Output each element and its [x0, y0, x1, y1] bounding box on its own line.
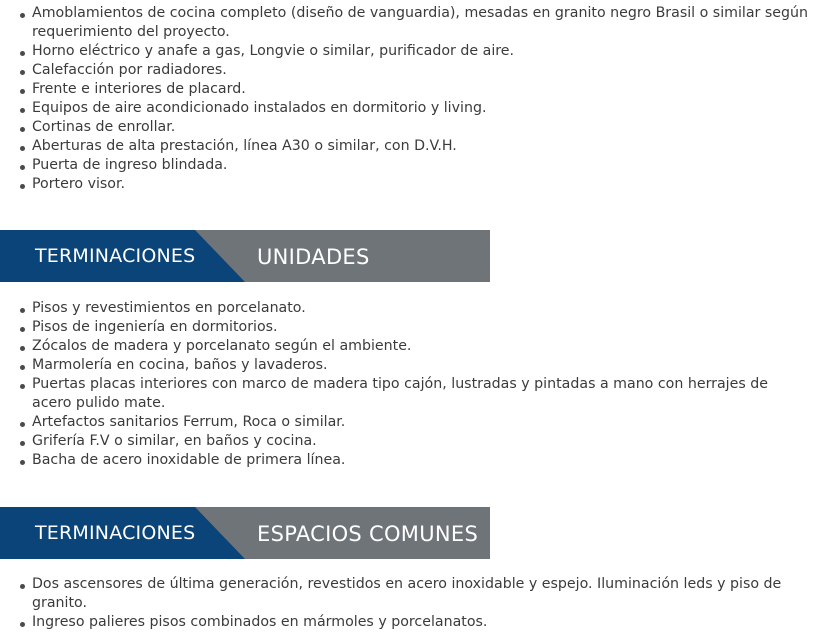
section-banner-unidades [0, 230, 490, 282]
banner-left-label: TERMINACIONES [35, 245, 196, 267]
banner-right-label: UNIDADES [257, 245, 370, 269]
list-item: Puertas placas interiores con marco de madera tipo cajón, lustradas y pintadas a mano con herrajes de acero pulido mate. [19, 375, 809, 413]
list-item: Bacha de acero inoxidable de primera línea. [19, 451, 809, 470]
list-item: Horno eléctrico y anafe a gas, Longvie o similar, purificador de aire. [19, 42, 809, 61]
espacios-comunes-list [19, 575, 809, 632]
list-item: Puerta de ingreso blindada. [19, 156, 809, 175]
list-item: Frente e interiores de placard. [19, 80, 809, 99]
list-item: Grifería F.V o similar, en baños y cocina. [19, 432, 809, 451]
list-item: Cortinas de enrollar. [19, 118, 809, 137]
banner-left-label: TERMINACIONES [35, 522, 196, 544]
list-item: Equipos de aire acondicionado instalados en dormitorio y living. [19, 99, 809, 118]
list-item: Ingreso palieres pisos combinados en mármoles y porcelanatos. [19, 613, 809, 632]
list-item: Pisos y revestimientos en porcelanato. [19, 299, 809, 318]
list-item: Pisos de ingeniería en dormitorios. [19, 318, 809, 337]
banner-right-label: ESPACIOS COMUNES [257, 522, 479, 546]
list-item: Amoblamientos de cocina completo (diseño de vanguardia), mesadas en granito negro Brasil o similar según requerimiento del proyecto. [19, 4, 809, 42]
list-item: Marmolería en cocina, baños y lavaderos. [19, 356, 809, 375]
list-item: Artefactos sanitarios Ferrum, Roca o similar. [19, 413, 809, 432]
list-item: Calefacción por radiadores. [19, 61, 809, 80]
list-item: Dos ascensores de última generación, revestidos en acero inoxidable y espejo. Iluminación leds y piso de granito. [19, 575, 809, 613]
features-list [19, 4, 809, 194]
section-banner-espacios-comunes [0, 507, 490, 559]
list-item: Zócalos de madera y porcelanato según el ambiente. [19, 337, 809, 356]
list-item: Aberturas de alta prestación, línea A30 o similar, con D.V.H. [19, 137, 809, 156]
unidades-list [19, 299, 809, 470]
list-item: Portero visor. [19, 175, 809, 194]
